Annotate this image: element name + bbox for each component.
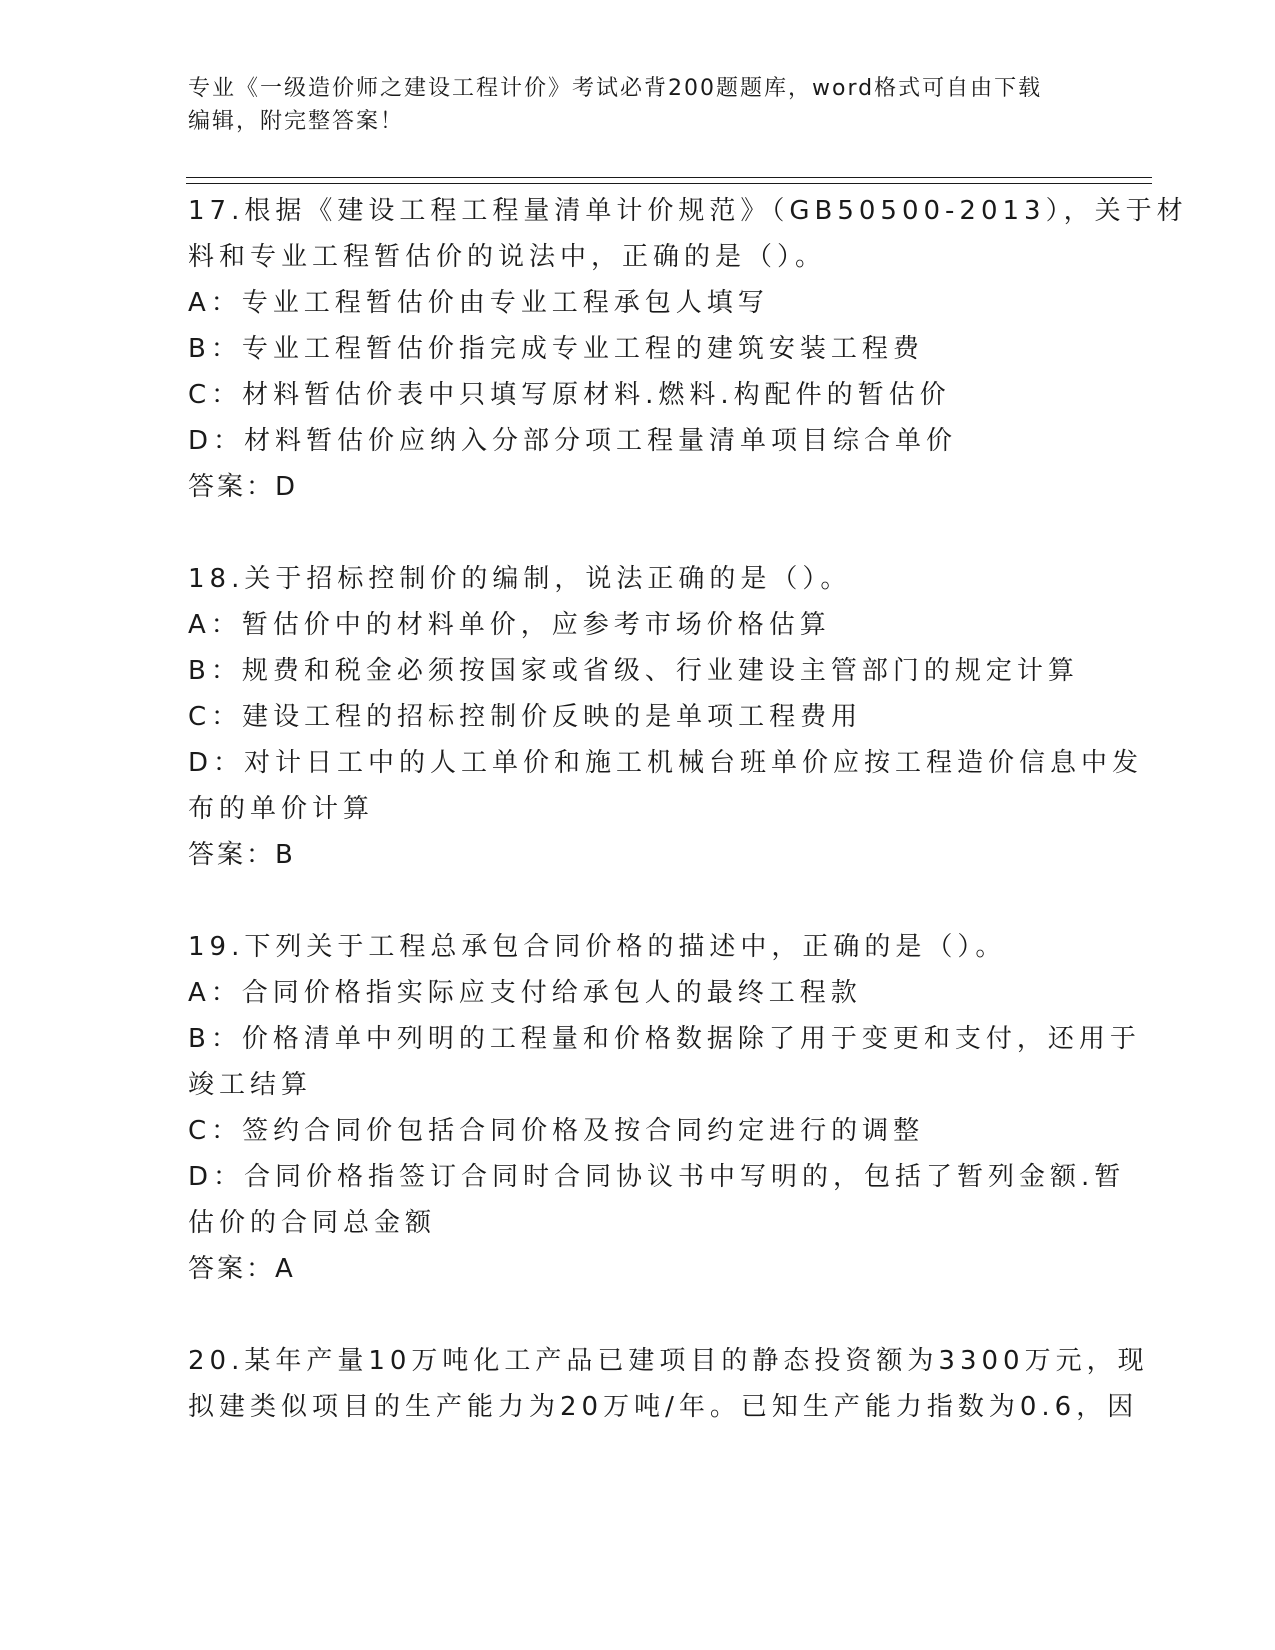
- document-header: [188, 72, 1088, 138]
- option-line: D：合同价格指签订合同时合同协议书中写明的，包括了暂列金额.暂: [188, 1162, 1126, 1192]
- option-line: B：规费和税金必须按国家或省级、行业建设主管部门的规定计算: [188, 656, 1079, 686]
- question-block: [188, 188, 1188, 510]
- header-divider-bottom: [186, 183, 1152, 184]
- option-line: B：专业工程暂估价指完成专业工程的建筑安装工程费: [188, 334, 924, 364]
- option-line: 估价的合同总金额: [188, 1208, 437, 1238]
- option-line: 竣工结算: [188, 1070, 313, 1100]
- header-line-1: 专业《一级造价师之建设工程计价》考试必背200题题库，word格式可自由下载: [188, 76, 1043, 101]
- question-stem-line: 20.某年产量10万吨化工产品已建项目的静态投资额为3300万元，现: [188, 1346, 1149, 1376]
- option-line: D：对计日工中的人工单价和施工机械台班单价应按工程造价信息中发: [188, 748, 1144, 778]
- option-line: C：签约合同价包括合同价格及按合同约定进行的调整: [188, 1116, 925, 1146]
- option-line: D：材料暂估价应纳入分部分项工程量清单项目综合单价: [188, 426, 958, 456]
- header-divider-top: [186, 177, 1152, 178]
- option-line: A：专业工程暂估价由专业工程承包人填写: [188, 288, 769, 318]
- option-line: 布的单价计算: [188, 794, 375, 824]
- option-line: C：材料暂估价表中只填写原材料.燃料.构配件的暂估价: [188, 380, 951, 410]
- answer-line: 答案：A: [188, 1254, 296, 1284]
- question-stem-line: 19.下列关于工程总承包合同价格的描述中，正确的是（）。: [188, 932, 1007, 962]
- question-stem-line: 料和专业工程暂估价的说法中，正确的是（）。: [188, 242, 827, 272]
- option-line: A：合同价格指实际应支付给承包人的最终工程款: [188, 978, 862, 1008]
- option-line: A：暂估价中的材料单价，应参考市场价格估算: [188, 610, 831, 640]
- answer-line: 答案：D: [188, 472, 299, 502]
- question-list: [188, 188, 1188, 1430]
- question-stem-line: 拟建类似项目的生产能力为20万吨/年。已知生产能力指数为0.6，因: [188, 1392, 1139, 1422]
- header-line-2: 编辑，附完整答案！: [188, 109, 405, 134]
- option-line: B：价格清单中列明的工程量和价格数据除了用于变更和支付，还用于: [188, 1024, 1141, 1054]
- question-block: [188, 1338, 1149, 1430]
- question-stem-line: 17.根据《建设工程工程量清单计价规范》（GB50500-2013），关于材: [188, 196, 1188, 226]
- question-block: [188, 556, 1144, 878]
- question-stem-line: 18.关于招标控制价的编制，说法正确的是（）。: [188, 564, 852, 594]
- option-line: C：建设工程的招标控制价反映的是单项工程费用: [188, 702, 863, 732]
- question-block: [188, 924, 1141, 1292]
- answer-line: 答案：B: [188, 840, 296, 870]
